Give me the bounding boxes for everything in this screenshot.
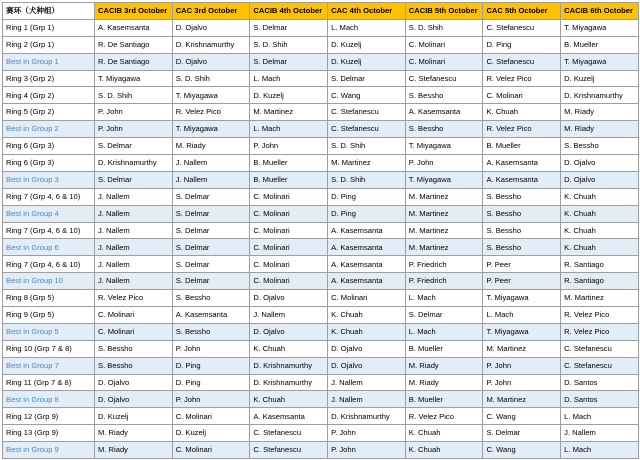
judge-cell: T. Miyagawa: [405, 138, 483, 155]
judge-cell: K. Chuah: [561, 205, 639, 222]
judge-cell: J. Nallem: [95, 222, 173, 239]
judge-cell: K. Chuah: [561, 188, 639, 205]
ring-label: Ring 5 (Grp 2): [3, 104, 95, 121]
judge-cell: P. John: [95, 121, 173, 138]
judge-cell: P. John: [95, 104, 173, 121]
ring-label: Best in Group 8: [3, 391, 95, 408]
judge-cell: C. Wang: [483, 442, 561, 459]
ring-label: Ring 7 (Grp 4, 6 & 10): [3, 256, 95, 273]
judge-cell: C. Molinari: [250, 273, 328, 290]
judge-cell: D. Krishnamurthy: [328, 408, 406, 425]
header-cell: CACIB 5th October: [405, 3, 483, 20]
judge-cell: D. Krishnamurthy: [95, 155, 173, 172]
judge-cell: C. Stefanescu: [561, 357, 639, 374]
judge-cell: K. Chuah: [561, 239, 639, 256]
ring-label: Ring 9 (Grp 5): [3, 307, 95, 324]
table-header: [3, 3, 639, 20]
judge-cell: M. Martinez: [250, 104, 328, 121]
judge-cell: T. Miyagawa: [172, 87, 250, 104]
judge-cell: C. Stefanescu: [483, 19, 561, 36]
judge-cell: A. Kasemsanta: [328, 273, 406, 290]
judge-cell: S. Bessho: [172, 323, 250, 340]
judge-cell: M. Riady: [172, 138, 250, 155]
judge-cell: L. Mach: [405, 290, 483, 307]
judge-cell: J. Nallem: [172, 155, 250, 172]
ring-row: [3, 425, 639, 442]
judge-cell: D. Ping: [483, 36, 561, 53]
best-in-group-row: [3, 171, 639, 188]
judge-cell: C. Molinari: [250, 256, 328, 273]
judge-cell: R. De Santiago: [95, 36, 173, 53]
judge-cell: R. Velez Pico: [483, 121, 561, 138]
judge-cell: C. Molinari: [328, 290, 406, 307]
judge-cell: C. Molinari: [405, 53, 483, 70]
judge-cell: J. Nallem: [172, 171, 250, 188]
judge-cell: K. Chuah: [483, 104, 561, 121]
best-in-group-row: [3, 121, 639, 138]
judge-cell: D. Ping: [328, 205, 406, 222]
judge-cell: C. Molinari: [483, 87, 561, 104]
ring-label: Ring 12 (Grp 9): [3, 408, 95, 425]
judge-cell: T. Miyagawa: [172, 121, 250, 138]
judge-cell: P. John: [483, 357, 561, 374]
judge-cell: M. Riady: [561, 121, 639, 138]
ring-label: Best in Group 2: [3, 121, 95, 138]
judge-cell: T. Miyagawa: [405, 171, 483, 188]
ring-row: [3, 374, 639, 391]
best-in-group-row: [3, 323, 639, 340]
ring-label: Ring 7 (Grp 4, 6 & 10): [3, 188, 95, 205]
judge-cell: S. Bessho: [483, 239, 561, 256]
judge-cell: A. Kasemsanta: [483, 171, 561, 188]
ring-label: Best in Group 6: [3, 239, 95, 256]
judge-cell: C. Molinari: [95, 323, 173, 340]
judge-cell: D. Ojalvo: [561, 171, 639, 188]
ring-row: [3, 188, 639, 205]
judge-cell: D. Kuzelj: [250, 87, 328, 104]
ring-label: Ring 11 (Grp 7 & 8): [3, 374, 95, 391]
judge-cell: A. Kasemsanta: [483, 155, 561, 172]
judge-cell: T. Miyagawa: [561, 53, 639, 70]
judge-cell: P. Friedrich: [405, 273, 483, 290]
judge-cell: D. Ojalvo: [250, 290, 328, 307]
ring-row: [3, 340, 639, 357]
judge-cell: S. Bessho: [172, 290, 250, 307]
judge-cell: L. Mach: [328, 19, 406, 36]
judge-cell: M. Riady: [95, 442, 173, 459]
judge-cell: K. Chuah: [405, 442, 483, 459]
judge-cell: C. Wang: [483, 408, 561, 425]
judge-cell: S. Bessho: [95, 357, 173, 374]
judge-cell: P. John: [250, 138, 328, 155]
judge-cell: S. Delmar: [172, 256, 250, 273]
judge-cell: D. Ping: [328, 188, 406, 205]
judge-cell: P. John: [483, 374, 561, 391]
ring-label: Ring 10 (Grp 7 & 8): [3, 340, 95, 357]
judge-cell: C. Stefanescu: [328, 104, 406, 121]
judge-cell: T. Miyagawa: [483, 323, 561, 340]
ring-label: Best in Group 1: [3, 53, 95, 70]
judge-cell: M. Riady: [561, 104, 639, 121]
judge-cell: C. Stefanescu: [328, 121, 406, 138]
ring-label: Ring 7 (Grp 4, 6 & 10): [3, 222, 95, 239]
ring-row: [3, 19, 639, 36]
judge-cell: L. Mach: [561, 408, 639, 425]
judge-cell: D. Ojalvo: [95, 374, 173, 391]
judge-cell: C. Stefanescu: [483, 53, 561, 70]
judge-cell: R. Velez Pico: [561, 307, 639, 324]
ring-label: Ring 1 (Grp 1): [3, 19, 95, 36]
judge-cell: S. Bessho: [483, 205, 561, 222]
judge-cell: S. Delmar: [95, 171, 173, 188]
judge-cell: A. Kasemsanta: [250, 408, 328, 425]
judge-cell: P. John: [172, 340, 250, 357]
judge-cell: S. Delmar: [405, 307, 483, 324]
judge-cell: D. Ojalvo: [328, 340, 406, 357]
judge-cell: B. Mueller: [405, 391, 483, 408]
judge-cell: P. John: [405, 155, 483, 172]
judge-cell: C. Molinari: [250, 188, 328, 205]
judge-cell: D. Kuzelj: [172, 425, 250, 442]
judge-cell: S. Delmar: [95, 138, 173, 155]
judge-cell: C. Stefanescu: [561, 340, 639, 357]
best-in-group-row: [3, 391, 639, 408]
ring-label: Ring 6 (Grp 3): [3, 155, 95, 172]
judge-cell: M. Martinez: [405, 239, 483, 256]
judge-cell: C. Molinari: [405, 36, 483, 53]
judge-cell: R. Velez Pico: [95, 290, 173, 307]
judge-cell: P. John: [328, 442, 406, 459]
judge-cell: M. Martinez: [405, 205, 483, 222]
judge-cell: M. Martinez: [483, 340, 561, 357]
judge-cell: D. Ojalvo: [250, 323, 328, 340]
judge-cell: J. Nallem: [95, 256, 173, 273]
ring-label: Best in Group 9: [3, 442, 95, 459]
ring-row: [3, 222, 639, 239]
judge-cell: A. Kasemsanta: [95, 19, 173, 36]
judge-cell: S. Delmar: [328, 70, 406, 87]
judge-cell: D. Ping: [172, 357, 250, 374]
judge-cell: P. Peer: [483, 256, 561, 273]
judge-cell: C. Molinari: [250, 222, 328, 239]
header-cell: CAC 4th October: [328, 3, 406, 20]
judge-cell: K. Chuah: [328, 323, 406, 340]
ring-row: [3, 70, 639, 87]
ring-label: Ring 6 (Grp 3): [3, 138, 95, 155]
judge-cell: D. Kuzelj: [328, 36, 406, 53]
header-ring-group: 赛环（犬种组）: [3, 3, 95, 20]
ring-label: Ring 4 (Grp 2): [3, 87, 95, 104]
judge-cell: M. Martinez: [405, 222, 483, 239]
judge-cell: T. Miyagawa: [95, 70, 173, 87]
judge-cell: S. Bessho: [483, 222, 561, 239]
ring-row: [3, 290, 639, 307]
judge-cell: D. Kuzelj: [561, 70, 639, 87]
judge-cell: T. Miyagawa: [561, 19, 639, 36]
judge-cell: M. Martinez: [405, 188, 483, 205]
judge-cell: J. Nallem: [328, 391, 406, 408]
judge-cell: C. Stefanescu: [405, 70, 483, 87]
judge-cell: S. Delmar: [250, 19, 328, 36]
ring-label: Ring 13 (Grp 9): [3, 425, 95, 442]
judge-cell: D. Ojalvo: [172, 53, 250, 70]
judge-cell: S. Delmar: [172, 205, 250, 222]
ring-row: [3, 36, 639, 53]
best-in-group-row: [3, 442, 639, 459]
judge-cell: S. D. Shih: [172, 70, 250, 87]
judge-cell: S. Delmar: [250, 53, 328, 70]
judge-cell: R. Velez Pico: [483, 70, 561, 87]
judge-cell: M. Martinez: [328, 155, 406, 172]
ring-row: [3, 408, 639, 425]
header-cell: CACIB 6th October: [561, 3, 639, 20]
judge-cell: C. Molinari: [250, 239, 328, 256]
judge-cell: B. Mueller: [483, 138, 561, 155]
ring-row: [3, 307, 639, 324]
judge-cell: M. Martinez: [561, 290, 639, 307]
judge-cell: B. Mueller: [250, 171, 328, 188]
judge-cell: D. Krishnamurthy: [172, 36, 250, 53]
judge-cell: J. Nallem: [561, 425, 639, 442]
judge-cell: P. Peer: [483, 273, 561, 290]
judge-cell: D. Krishnamurthy: [250, 357, 328, 374]
judge-cell: C. Wang: [328, 87, 406, 104]
best-in-group-row: [3, 357, 639, 374]
judge-cell: B. Mueller: [250, 155, 328, 172]
judge-cell: D. Ojalvo: [95, 391, 173, 408]
judge-cell: J. Nallem: [95, 188, 173, 205]
judge-cell: J. Nallem: [95, 205, 173, 222]
judge-cell: P. John: [328, 425, 406, 442]
judge-cell: C. Stefanescu: [250, 425, 328, 442]
judge-cell: S. Bessho: [405, 87, 483, 104]
judge-cell: D. Ojalvo: [172, 19, 250, 36]
judge-cell: D. Kuzelj: [328, 53, 406, 70]
judge-cell: M. Riady: [405, 374, 483, 391]
header-cell: CACIB 4th October: [250, 3, 328, 20]
ring-label: Ring 8 (Grp 5): [3, 290, 95, 307]
judge-cell: S. Bessho: [95, 340, 173, 357]
judging-schedule-table: [2, 2, 639, 459]
judge-cell: K. Chuah: [328, 307, 406, 324]
judge-cell: K. Chuah: [250, 340, 328, 357]
judge-cell: P. John: [172, 391, 250, 408]
judge-cell: C. Molinari: [172, 408, 250, 425]
judge-cell: D. Santos: [561, 374, 639, 391]
ring-label: Best in Group 3: [3, 171, 95, 188]
judge-cell: S. D. Shih: [95, 87, 173, 104]
judge-cell: L. Mach: [250, 121, 328, 138]
judge-cell: R. Velez Pico: [561, 323, 639, 340]
ring-label: Ring 2 (Grp 1): [3, 36, 95, 53]
judge-cell: A. Kasemsanta: [405, 104, 483, 121]
header-cell: CAC 5th October: [483, 3, 561, 20]
judge-cell: R. Santiago: [561, 273, 639, 290]
judge-cell: R. Santiago: [561, 256, 639, 273]
table-body: [3, 19, 639, 458]
judge-cell: S. Delmar: [172, 188, 250, 205]
header-row: [3, 3, 639, 20]
judge-cell: J. Nallem: [328, 374, 406, 391]
judge-cell: S. Delmar: [172, 222, 250, 239]
judge-cell: S. D. Shih: [328, 171, 406, 188]
judge-cell: J. Nallem: [95, 273, 173, 290]
judge-cell: L. Mach: [405, 323, 483, 340]
ring-row: [3, 155, 639, 172]
ring-label: Best in Group 5: [3, 323, 95, 340]
best-in-group-row: [3, 239, 639, 256]
judge-cell: L. Mach: [483, 307, 561, 324]
judge-cell: D. Krishnamurthy: [561, 87, 639, 104]
judge-cell: M. Riady: [405, 357, 483, 374]
judge-cell: S. Bessho: [405, 121, 483, 138]
judge-cell: D. Ojalvo: [561, 155, 639, 172]
judge-cell: D. Ojalvo: [328, 357, 406, 374]
ring-label: Best in Group 10: [3, 273, 95, 290]
ring-label: Best in Group 4: [3, 205, 95, 222]
judge-cell: D. Santos: [561, 391, 639, 408]
judge-cell: K. Chuah: [250, 391, 328, 408]
judge-cell: P. Friedrich: [405, 256, 483, 273]
judge-cell: L. Mach: [250, 70, 328, 87]
judge-cell: J. Nallem: [250, 307, 328, 324]
judge-cell: S. D. Shih: [328, 138, 406, 155]
header-cell: CAC 3rd October: [172, 3, 250, 20]
judge-cell: R. Velez Pico: [172, 104, 250, 121]
judge-cell: T. Miyagawa: [483, 290, 561, 307]
judge-cell: S. Bessho: [561, 138, 639, 155]
judge-cell: A. Kasemsanta: [172, 307, 250, 324]
judge-cell: S. Bessho: [483, 188, 561, 205]
judge-cell: D. Kuzelj: [95, 408, 173, 425]
judge-cell: A. Kasemsanta: [328, 222, 406, 239]
judge-cell: M. Martinez: [483, 391, 561, 408]
judge-cell: B. Mueller: [405, 340, 483, 357]
judge-cell: S. D. Shih: [405, 19, 483, 36]
ring-row: [3, 138, 639, 155]
judge-cell: K. Chuah: [405, 425, 483, 442]
judge-cell: C. Stefanescu: [250, 442, 328, 459]
best-in-group-row: [3, 53, 639, 70]
judge-cell: S. D. Shih: [250, 36, 328, 53]
judge-cell: C. Molinari: [250, 205, 328, 222]
judge-cell: D. Krishnamurthy: [250, 374, 328, 391]
judge-cell: S. Delmar: [172, 239, 250, 256]
ring-row: [3, 104, 639, 121]
judge-cell: J. Nallem: [95, 239, 173, 256]
ring-label: Best in Group 7: [3, 357, 95, 374]
ring-row: [3, 87, 639, 104]
judge-cell: L. Mach: [561, 442, 639, 459]
judge-cell: C. Molinari: [95, 307, 173, 324]
judge-cell: B. Mueller: [561, 36, 639, 53]
judge-cell: S. Delmar: [172, 273, 250, 290]
judge-cell: C. Molinari: [172, 442, 250, 459]
best-in-group-row: [3, 205, 639, 222]
ring-label: Ring 3 (Grp 2): [3, 70, 95, 87]
judge-cell: A. Kasemsanta: [328, 256, 406, 273]
judge-cell: K. Chuah: [561, 222, 639, 239]
judge-cell: A. Kasemsanta: [328, 239, 406, 256]
judge-cell: D. Ping: [172, 374, 250, 391]
header-cell: CACIB 3rd October: [95, 3, 173, 20]
judge-cell: S. Delmar: [483, 425, 561, 442]
judge-cell: M. Riady: [95, 425, 173, 442]
ring-row: [3, 256, 639, 273]
best-in-group-row: [3, 273, 639, 290]
judge-cell: R. Velez Pico: [405, 408, 483, 425]
judge-cell: R. De Santiago: [95, 53, 173, 70]
